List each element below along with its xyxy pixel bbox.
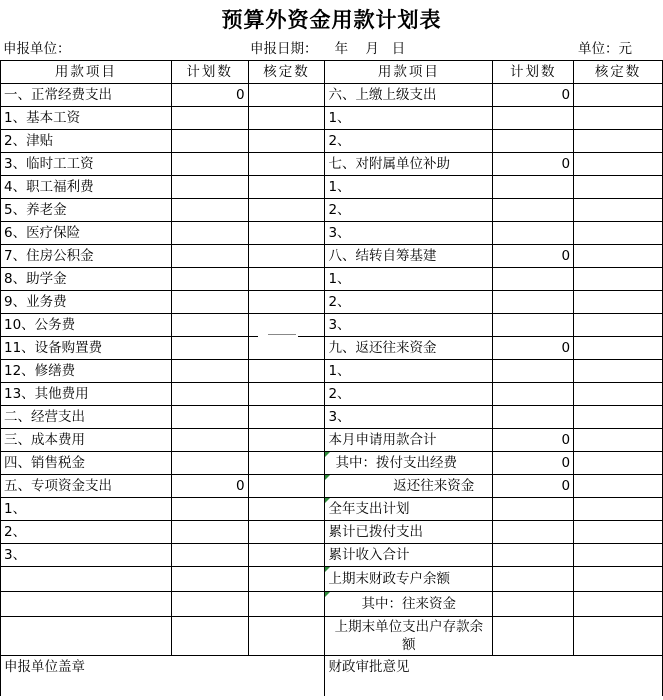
cell-approved-left[interactable] — [248, 544, 325, 567]
cell-approved-right[interactable] — [574, 475, 663, 498]
cell-plan-left[interactable] — [171, 199, 248, 222]
cell-plan-left[interactable] — [171, 245, 248, 268]
cell-approved-right[interactable] — [574, 153, 663, 176]
table-row — [1, 337, 663, 360]
cell-item-right[interactable]: 累计收入合计 — [325, 544, 493, 567]
table-row — [1, 383, 663, 406]
cell-plan-left[interactable] — [171, 498, 248, 521]
table-row — [1, 199, 663, 222]
cell-approved-left[interactable] — [248, 153, 325, 176]
cell-plan-left[interactable] — [171, 544, 248, 567]
table-row — [1, 314, 663, 337]
cell-item-right[interactable]: 2、 — [325, 199, 493, 222]
cell-approved-left[interactable] — [248, 617, 325, 656]
cell-approved-right[interactable] — [574, 245, 663, 268]
cell-approved-left[interactable] — [248, 406, 325, 429]
table-row — [1, 592, 663, 617]
cell-item-left[interactable] — [1, 567, 172, 592]
cell-approved-right[interactable] — [574, 567, 663, 592]
cell-plan-right[interactable] — [493, 544, 574, 567]
table-row — [1, 268, 663, 291]
cell-approved-left[interactable] — [248, 199, 325, 222]
cell-item-left[interactable]: 3、 — [1, 544, 172, 567]
cell-plan-right[interactable] — [493, 617, 574, 656]
cell-approved-left[interactable] — [248, 130, 325, 153]
cell-item-right[interactable]: 七、对附属单位补助 — [325, 153, 493, 176]
cell-item-right[interactable]: 返还往来资金 — [325, 475, 493, 498]
cell-plan-left[interactable] — [171, 406, 248, 429]
table-row — [1, 567, 663, 592]
date-label: 申报日期： 年 月 日 — [250, 41, 406, 57]
cell-approved-right[interactable] — [574, 337, 663, 360]
cell-item-right[interactable]: 1、 — [325, 107, 493, 130]
cell-approved-left[interactable] — [248, 222, 325, 245]
cell-plan-right[interactable] — [493, 199, 574, 222]
cell-approved-right[interactable] — [574, 383, 663, 406]
table-row — [1, 429, 663, 452]
cell-item-right[interactable]: 其中：往来资金 — [325, 592, 493, 617]
table-row — [1, 107, 663, 130]
cell-item-right[interactable]: 1、 — [325, 268, 493, 291]
col-header-plan-left: 计划数 — [171, 61, 248, 84]
table-row — [1, 406, 663, 429]
cell-item-left[interactable] — [1, 617, 172, 656]
cell-item-right[interactable]: 上期末单位支出户存款余额 — [325, 617, 493, 656]
cell-plan-left[interactable] — [171, 383, 248, 406]
table-row — [1, 130, 663, 153]
cell-item-left[interactable]: 4、职工福利费 — [1, 176, 172, 199]
cell-approved-right[interactable] — [574, 314, 663, 337]
cell-item-left[interactable]: 2、 — [1, 521, 172, 544]
cell-plan-right[interactable] — [493, 107, 574, 130]
cell-item-left[interactable]: 13、其他费用 — [1, 383, 172, 406]
cell-approved-right[interactable] — [574, 291, 663, 314]
cell-item-right[interactable]: 本月申请用款合计 — [325, 429, 493, 452]
col-header-approved-left: 核定数 — [248, 61, 325, 84]
cell-item-right[interactable]: 2、 — [325, 130, 493, 153]
cell-item-right[interactable]: 上期末财政专户余额 — [325, 567, 493, 592]
col-header-item-left: 用款项目 — [1, 61, 172, 84]
cell-approved-right[interactable] — [574, 406, 663, 429]
cell-plan-right[interactable] — [493, 268, 574, 291]
cell-approved-left[interactable] — [248, 291, 325, 314]
cell-approved-left[interactable] — [248, 176, 325, 199]
currency-label: 单位：元 — [578, 41, 632, 57]
cell-item-left[interactable]: 一、正常经费支出 — [1, 84, 172, 107]
cell-approved-right[interactable] — [574, 429, 663, 452]
cell-item-left[interactable]: 11、设备购置费 — [1, 337, 172, 360]
cell-item-right[interactable]: 八、结转自筹基建 — [325, 245, 493, 268]
cell-plan-left[interactable] — [171, 360, 248, 383]
cell-item-left[interactable]: 1、 — [1, 498, 172, 521]
table-row — [1, 153, 663, 176]
unit-label: 申报单位： — [3, 41, 71, 57]
cell-plan-left[interactable] — [171, 592, 248, 617]
cell-approved-left[interactable] — [248, 107, 325, 130]
col-header-plan-right: 计划数 — [493, 61, 574, 84]
cell-item-left[interactable]: 10、公务费 — [1, 314, 172, 337]
cell-item-right[interactable]: 其中：拨付支出经费 — [325, 452, 493, 475]
cell-item-left[interactable]: 7、住房公积金 — [1, 245, 172, 268]
cell-approved-right[interactable] — [574, 176, 663, 199]
cell-item-right[interactable]: 六、上缴上级支出 — [325, 84, 493, 107]
finance-approval-cell[interactable]: 财政审批意见 — [325, 656, 663, 697]
cell-item-left[interactable]: 8、助学金 — [1, 268, 172, 291]
cell-approved-right[interactable] — [574, 268, 663, 291]
cell-plan-right[interactable] — [493, 406, 574, 429]
table-row — [1, 222, 663, 245]
cell-item-left[interactable]: 三、成本费用 — [1, 429, 172, 452]
cell-approved-right[interactable] — [574, 521, 663, 544]
table-row — [1, 452, 663, 475]
cell-approved-right[interactable] — [574, 498, 663, 521]
col-header-item-right: 用款项目 — [325, 61, 493, 84]
cell-plan-right[interactable] — [493, 360, 574, 383]
cell-item-right[interactable]: 3、 — [325, 314, 493, 337]
cell-approved-right[interactable] — [574, 130, 663, 153]
applicant-seal-cell[interactable]: 申报单位盖章 — [1, 656, 325, 697]
cell-approved-left[interactable] — [248, 592, 325, 617]
cell-item-left[interactable]: 二、经营支出 — [1, 406, 172, 429]
table-row — [1, 475, 663, 498]
cell-item-right[interactable]: 1、 — [325, 360, 493, 383]
cell-approved-left[interactable] — [248, 567, 325, 592]
cell-plan-right[interactable]: 0 — [493, 429, 574, 452]
cell-item-right[interactable]: 2、 — [325, 291, 493, 314]
cell-approved-right[interactable] — [574, 199, 663, 222]
cell-item-right[interactable]: 累计已拨付支出 — [325, 521, 493, 544]
cell-plan-right[interactable]: 0 — [493, 153, 574, 176]
cell-plan-right[interactable] — [493, 592, 574, 617]
cell-item-right[interactable]: 3、 — [325, 406, 493, 429]
form-title: 预算外资金用款计划表 — [221, 7, 442, 32]
table-row — [1, 176, 663, 199]
cell-item-right[interactable]: 3、 — [325, 222, 493, 245]
cell-plan-right[interactable]: 0 — [493, 245, 574, 268]
cell-plan-left[interactable] — [171, 107, 248, 130]
render-artifact — [258, 314, 298, 340]
cell-approved-left[interactable] — [248, 498, 325, 521]
cell-item-right[interactable]: 1、 — [325, 176, 493, 199]
cell-item-left[interactable]: 3、临时工工资 — [1, 153, 172, 176]
cell-plan-left[interactable] — [171, 222, 248, 245]
table-row — [1, 544, 663, 567]
cell-item-left[interactable]: 6、医疗保险 — [1, 222, 172, 245]
cell-item-right[interactable]: 全年支出计划 — [325, 498, 493, 521]
cell-plan-left[interactable] — [171, 291, 248, 314]
cell-approved-right[interactable] — [574, 617, 663, 656]
cell-plan-left[interactable] — [171, 153, 248, 176]
cell-approved-right[interactable] — [574, 222, 663, 245]
cell-plan-right[interactable] — [493, 498, 574, 521]
cell-plan-right[interactable]: 0 — [493, 84, 574, 107]
cell-plan-left[interactable] — [171, 268, 248, 291]
cell-approved-left[interactable] — [248, 521, 325, 544]
table-row — [1, 245, 663, 268]
cell-item-left[interactable] — [1, 592, 172, 617]
cell-item-left[interactable]: 1、基本工资 — [1, 107, 172, 130]
cell-item-left[interactable]: 五、专项资金支出 — [1, 475, 172, 498]
cell-item-left[interactable]: 12、修缮费 — [1, 360, 172, 383]
cell-item-right[interactable]: 九、返还往来资金 — [325, 337, 493, 360]
cell-plan-right[interactable] — [493, 130, 574, 153]
cell-plan-left[interactable] — [171, 337, 248, 360]
cell-item-left[interactable]: 9、业务费 — [1, 291, 172, 314]
cell-plan-right[interactable]: 0 — [493, 452, 574, 475]
cell-approved-right[interactable] — [574, 107, 663, 130]
cell-approved-right[interactable] — [574, 84, 663, 107]
cell-plan-left[interactable] — [171, 617, 248, 656]
cell-plan-right[interactable] — [493, 176, 574, 199]
table-row — [1, 521, 663, 544]
cell-approved-left[interactable] — [248, 360, 325, 383]
cell-item-left[interactable]: 2、津贴 — [1, 130, 172, 153]
cell-plan-left[interactable] — [171, 314, 248, 337]
cell-plan-right[interactable] — [493, 383, 574, 406]
cell-approved-left[interactable] — [248, 84, 325, 107]
table-row — [1, 84, 663, 107]
cell-approved-left[interactable] — [248, 383, 325, 406]
cell-plan-right[interactable]: 0 — [493, 337, 574, 360]
cell-plan-left[interactable]: 0 — [171, 475, 248, 498]
cell-approved-right[interactable] — [574, 592, 663, 617]
signature-row — [1, 656, 663, 697]
table-row — [1, 360, 663, 383]
cell-plan-left[interactable]: 0 — [171, 84, 248, 107]
cell-plan-left[interactable] — [171, 130, 248, 153]
cell-item-left[interactable]: 5、养老金 — [1, 199, 172, 222]
cell-plan-left[interactable] — [171, 521, 248, 544]
cell-approved-left[interactable] — [248, 429, 325, 452]
cell-plan-left[interactable] — [171, 567, 248, 592]
cell-approved-right[interactable] — [574, 452, 663, 475]
cell-plan-right[interactable] — [493, 291, 574, 314]
cell-approved-left[interactable] — [248, 245, 325, 268]
table-row — [1, 617, 663, 656]
table-row — [1, 291, 663, 314]
header-row — [1, 61, 663, 84]
cell-plan-right[interactable] — [493, 314, 574, 337]
table-row — [1, 498, 663, 521]
cell-plan-left[interactable] — [171, 452, 248, 475]
cell-approved-left[interactable] — [248, 268, 325, 291]
col-header-approved-right: 核定数 — [574, 61, 663, 84]
cell-plan-right[interactable] — [493, 521, 574, 544]
cell-plan-left[interactable] — [171, 176, 248, 199]
cell-plan-left[interactable] — [171, 429, 248, 452]
cell-approved-right[interactable] — [574, 360, 663, 383]
cell-approved-right[interactable] — [574, 544, 663, 567]
cell-plan-right[interactable]: 0 — [493, 475, 574, 498]
budget-table — [0, 60, 663, 696]
cell-approved-left[interactable] — [248, 452, 325, 475]
cell-approved-left[interactable] — [248, 475, 325, 498]
cell-plan-right[interactable] — [493, 222, 574, 245]
cell-plan-right[interactable] — [493, 567, 574, 592]
cell-item-left[interactable]: 四、销售税金 — [1, 452, 172, 475]
cell-item-right[interactable]: 2、 — [325, 383, 493, 406]
